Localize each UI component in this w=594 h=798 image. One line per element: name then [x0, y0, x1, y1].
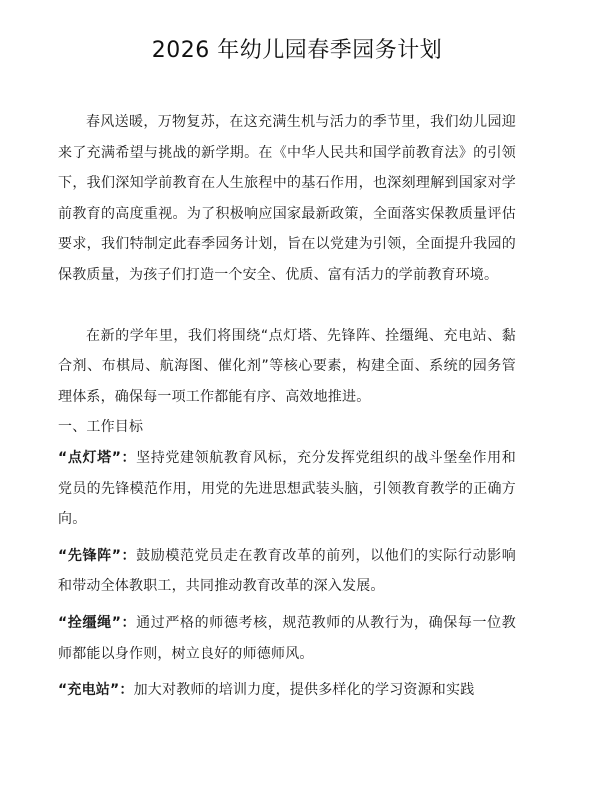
goal-label: “充电站”：: [58, 682, 134, 699]
paragraph-spacer: [58, 291, 516, 321]
section-heading: 一、工作目标: [58, 419, 144, 436]
intro-paragraph: 在新的学年里，我们将围绕“点灯塔、先锋阵、拴缰绳、充电站、黏合剂、布棋局、航海图、催化剂”等核心要素，构建全面、系统的园务管理体系，确保每一项工作都能有序、高效地推进。: [58, 327, 516, 405]
goal-text: 鼓励模范党员走在教育改革的前列，以他们的实际行动影响和带动全体教职工，共同推动教育改革的深入发展。: [58, 547, 516, 595]
goal-label: “点灯塔”：: [58, 449, 137, 466]
goal-item: [58, 443, 516, 535]
document-body: [58, 107, 516, 712]
goal-item: [58, 608, 516, 669]
goal-label: “先锋阵”：: [58, 547, 137, 564]
goal-item: [58, 541, 516, 602]
goal-label: “拴缰绳”：: [58, 614, 137, 631]
goal-text: 通过严格的师德考核，规范教师的从教行为，确保每一位教师都能以身作则，树立良好的师德师风。: [58, 614, 516, 662]
goal-item: [58, 675, 516, 706]
document-title: 2026 年幼儿园春季园务计划: [151, 38, 443, 63]
intro-paragraph: 春风送暖，万物复苏，在这充满生机与活力的季节里，我们幼儿园迎来了充满希望与挑战的新学期。在《中华人民共和国学前教育法》的引领下，我们深知学前教育在人生旅程中的基石作用，也深刻理解到国家对学前教育的高度重视。为了积极响应国家最新政策，全面落实保教质量评估要求，我们特制定此春季园务计划，旨在以党建为引领，全面提升我园的保教质量，为孩子们打造一个安全、优质、富有活力的学前教育环境。: [58, 114, 516, 283]
goal-text: 加大对教师的培训力度，提供多样化的学习资源和实践: [133, 682, 475, 699]
goal-text: 坚持党建领航教育风标，充分发挥党组织的战斗堡垒作用和党员的先锋模范作用，用党的先进思想武装头脑，引领教育教学的正确方向。: [58, 449, 516, 528]
